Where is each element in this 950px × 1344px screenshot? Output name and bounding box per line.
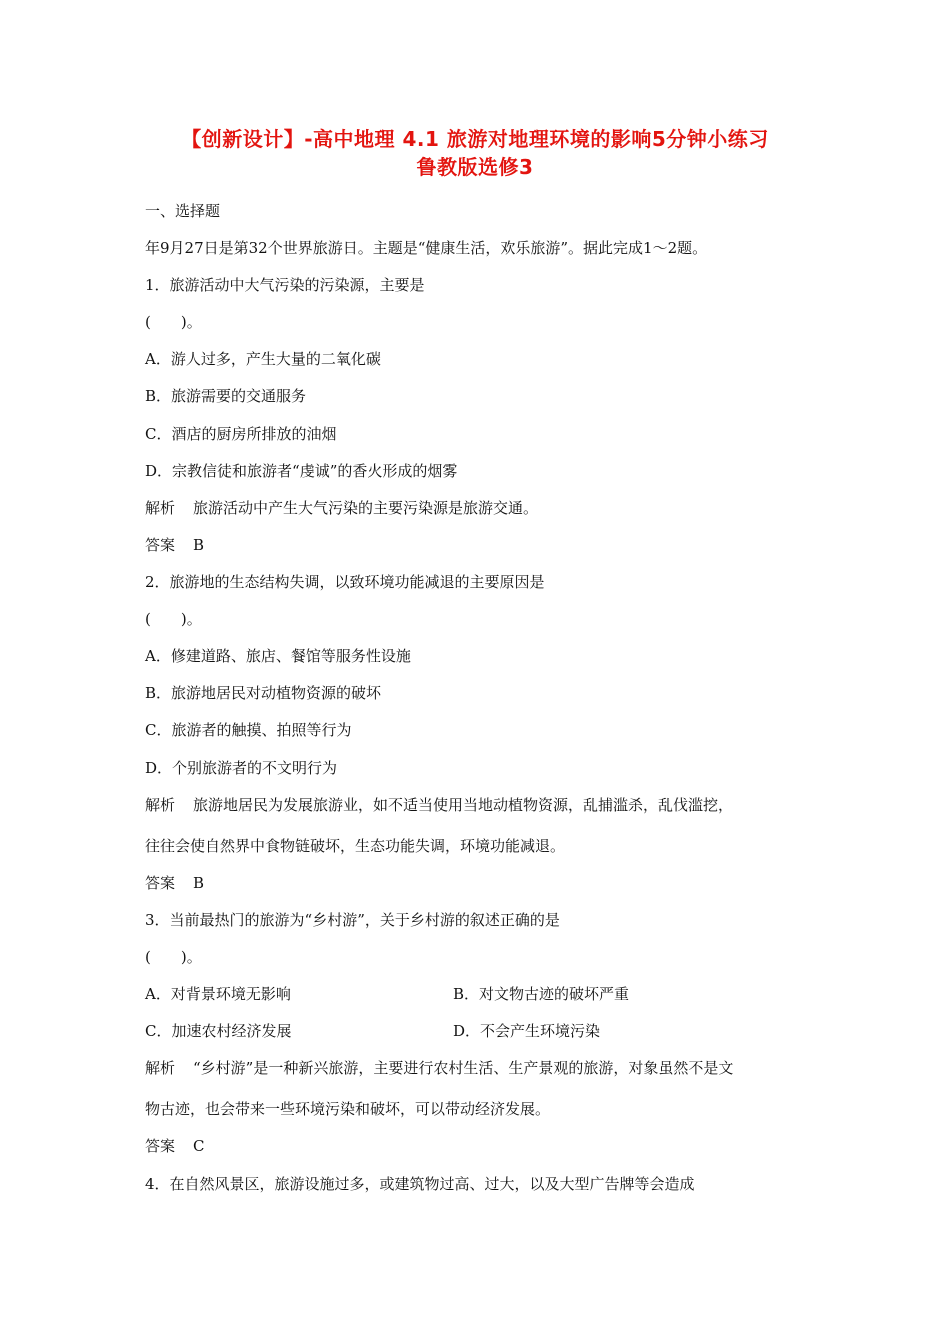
q3-option-d: D．不会产生环境污染 — [453, 1022, 601, 1040]
q2-answer — [145, 873, 204, 893]
section-heading: 一、选择题 — [145, 202, 221, 220]
q1-paren: ( )。 — [145, 313, 202, 331]
q2-option-a: A．修建道路、旅店、餐馆等服务性设施 — [145, 647, 411, 665]
q3-stem: 3．当前最热门的旅游为“乡村游”，关于乡村游的叙述正确的是 — [145, 911, 560, 929]
q4-stem: 4．在自然风景区，旅游设施过多，或建筑物过高、过大，以及大型广告牌等会造成 — [145, 1175, 695, 1193]
q3-option-a: A．对背景环境无影响 — [145, 985, 291, 1003]
q2-answer-value: B — [193, 874, 205, 892]
document-title-line1: 【创新设计】-高中地理 4.1 旅游对地理环境的影响5分钟小练习 — [181, 127, 769, 151]
q3-analysis-text-1: “乡村游”是一种新兴旅游，主要进行农村生活、生产景观的旅游，对象虽然不是文 — [193, 1059, 734, 1077]
document-title-line2: 鲁教版选修3 — [416, 155, 534, 179]
q3-option-c: C．加速农村经济发展 — [145, 1022, 292, 1040]
q2-analysis — [145, 795, 733, 815]
intro-text: 年9月27日是第32个世界旅游日。主题是“健康生活，欢乐旅游”。据此完成1～2题。 — [145, 239, 708, 257]
q1-answer-value: B — [193, 536, 205, 554]
q2-answer-label: 答案 — [145, 874, 176, 892]
q1-analysis-text: 旅游活动中产生大气污染的主要污染源是旅游交通。 — [193, 499, 539, 517]
q3-answer-label: 答案 — [145, 1137, 176, 1155]
q1-stem: 1．旅游活动中大气污染的污染源，主要是 — [145, 276, 425, 294]
q2-analysis-text-2: 往往会使自然界中食物链破坏，生态功能失调，环境功能减退。 — [145, 837, 566, 855]
q3-answer — [145, 1136, 205, 1156]
q2-option-b: B．旅游地居民对动植物资源的破坏 — [145, 684, 382, 702]
q2-analysis-label: 解析 — [145, 796, 176, 814]
q1-answer — [145, 535, 204, 555]
q1-option-d: D．宗教信徒和旅游者“虔诚”的香火形成的烟雾 — [145, 462, 458, 480]
q3-option-b: B．对文物古迹的破坏严重 — [453, 985, 630, 1003]
q1-option-a: A．游人过多，产生大量的二氧化碳 — [145, 350, 381, 368]
q2-paren: ( )。 — [145, 610, 202, 628]
q2-analysis-text-1: 旅游地居民为发展旅游业，如不适当使用当地动植物资源，乱捕滥杀，乱伐滥挖， — [193, 796, 734, 814]
q3-paren: ( )。 — [145, 948, 202, 966]
q3-analysis-label: 解析 — [145, 1059, 176, 1077]
q1-option-b: B．旅游需要的交通服务 — [145, 387, 307, 405]
q2-option-d: D．个别旅游者的不文明行为 — [145, 759, 338, 777]
q3-answer-value: C — [193, 1137, 205, 1155]
q2-stem: 2．旅游地的生态结构失调，以致环境功能减退的主要原因是 — [145, 573, 545, 591]
q2-option-c: C．旅游者的触摸、拍照等行为 — [145, 721, 352, 739]
q1-answer-label: 答案 — [145, 536, 176, 554]
q3-analysis-text-2: 物古迹，也会带来一些环境污染和破坏，可以带动经济发展。 — [145, 1100, 551, 1118]
q1-analysis — [145, 498, 538, 518]
q1-analysis-label: 解析 — [145, 499, 176, 517]
q1-option-c: C．酒店的厨房所排放的油烟 — [145, 425, 337, 443]
q3-analysis — [145, 1058, 733, 1078]
